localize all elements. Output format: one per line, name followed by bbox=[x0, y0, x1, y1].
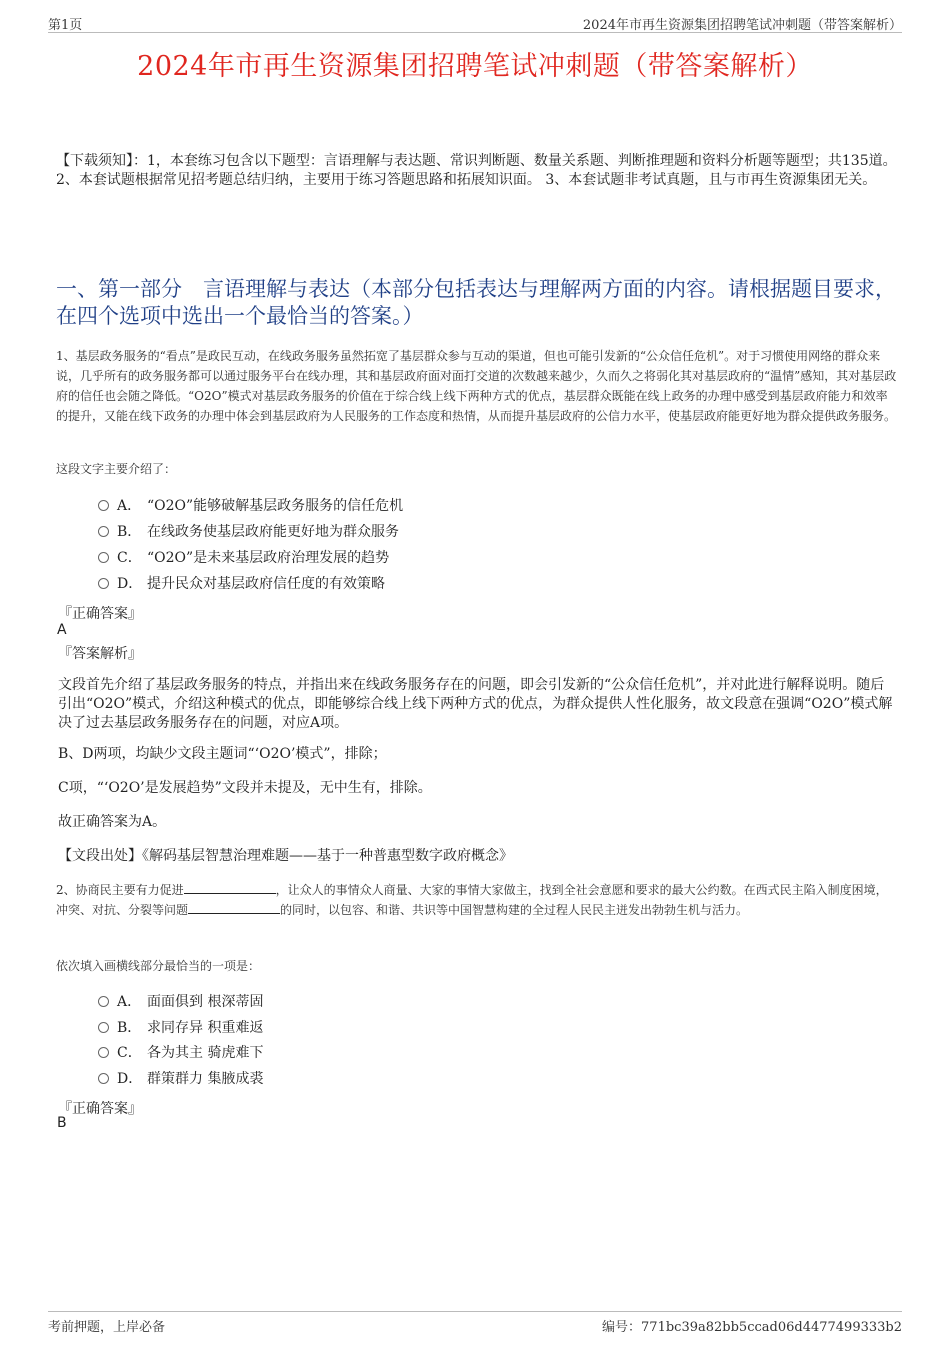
q2-option-c[interactable] bbox=[98, 1043, 263, 1063]
option-letter: D． bbox=[117, 576, 143, 592]
download-notice: 【下载须知】：1，本套练习包含以下题型：言语理解与表达题、常识判断题、数量关系题、判断推理题和资料分析题等题型；共135道。 2、本套试题根据常见招考题总结归纳，主要用于练习答题思路和拓展知识面。 3、本套试题非考试真题，且与市再生资源集团无关。 bbox=[56, 153, 897, 188]
q2-text-part-b: ，让众人的事情众人商量、大家的事情大家做主，找到全社会意愿和要求的最大公约数。在西式民主陷入制度困境，冲突、对抗、分裂等问题 bbox=[56, 883, 888, 917]
q1-answer: A bbox=[57, 622, 67, 638]
q1-answer-label: 『正确答案』 bbox=[58, 606, 142, 622]
option-text: 各为其主 骑虎难下 bbox=[147, 1045, 264, 1061]
q1-option-b[interactable] bbox=[98, 522, 399, 542]
section-heading: 一、第一部分 言语理解与表达（本部分包括表达与理解两方面的内容。请根据题目要求，在四个选项中选出一个最恰当的答案。） bbox=[56, 277, 896, 328]
page-number: 第1页 bbox=[48, 18, 83, 33]
question-1-text: 1、基层政务服务的“看点”是政民互动，在线政务服务虽然拓宽了基层群众参与互动的渠道，但也可能引发新的“公众信任危机”。对于习惯使用网络的群众来说，几乎所有的政务服务都可以通过服务平台在线办理，其和基层政府面对面打交道的次数越来越少，久而久之将弱化其对基层政府的“温情”感知，其对基层政府的信任也会随之降低。“O2O”模式对基层政务服务的价值在于综合线上线下两种方式的优点，基层群众既能在线上政务的办理中感受到基层政府能力和效率的提升，又能在线下政务的办理中体会到基层政府为人民服务的工作态度和热情，从而提升基层政府的公信力水平，使基层政府能更好地为群众提供政务服务。 bbox=[56, 349, 897, 423]
footer-slogan: 考前押题，上岸必备 bbox=[48, 1320, 166, 1335]
header-doc-title: 2024年市再生资源集团招聘笔试冲刺题（带答案解析） bbox=[582, 18, 902, 33]
option-text: 面面俱到 根深蒂固 bbox=[147, 994, 264, 1010]
option-letter: D． bbox=[117, 1071, 143, 1087]
option-letter: A． bbox=[117, 994, 142, 1010]
q2-answer-label: 『正确答案』 bbox=[58, 1101, 142, 1117]
answer-blank bbox=[184, 881, 276, 894]
q1-analysis-paragraph: 文段首先介绍了基层政务服务的特点，并指出来在线政务服务存在的问题，即会引发新的“公众信任危机”，并对此进行解释说明。随后引出“O2O”模式，介绍这种模式的优点，即能够综合线上线下两种方式的优点，为群众提供人性化服务，故文段意在强调“O2O”模式解决了过去基层政务服务存在的问题，对应A项。 bbox=[58, 677, 893, 731]
page-header bbox=[48, 14, 902, 33]
radio-icon[interactable] bbox=[98, 1073, 109, 1084]
answer-blank bbox=[188, 901, 280, 914]
radio-icon[interactable] bbox=[98, 1047, 109, 1058]
option-text: 提升民众对基层政府信任度的有效策略 bbox=[147, 576, 385, 592]
radio-icon[interactable] bbox=[98, 996, 109, 1007]
q2-text-part-a: 2、协商民主要有力促进 bbox=[56, 883, 184, 897]
q1-analysis-bd: B、D两项，均缺少文段主题词“‘O2O’模式”，排除； bbox=[58, 746, 387, 762]
q2-option-a[interactable] bbox=[98, 992, 263, 1012]
q2-answer: B bbox=[57, 1115, 67, 1131]
q1-analysis-label: 『答案解析』 bbox=[58, 646, 142, 662]
question-2-stem: 依次填入画横线部分最恰当的一项是： bbox=[56, 959, 261, 973]
question-1-stem: 这段文字主要介绍了： bbox=[56, 462, 177, 476]
option-text: 在线政务使基层政府能更好地为群众服务 bbox=[147, 524, 399, 540]
option-letter: A． bbox=[117, 498, 142, 514]
q1-analysis-c: C项，“‘O2O’是发展趋势”文段并未提及，无中生有，排除。 bbox=[58, 780, 432, 796]
q1-analysis-conclusion: 故正确答案为A。 bbox=[58, 814, 167, 830]
page-footer bbox=[48, 1311, 902, 1335]
option-text: “O2O”能够破解基层政务服务的信任危机 bbox=[147, 498, 404, 514]
option-text: 群策群力 集腋成裘 bbox=[147, 1071, 264, 1087]
radio-icon[interactable] bbox=[98, 500, 109, 511]
option-letter: B． bbox=[117, 1020, 142, 1036]
radio-icon[interactable] bbox=[98, 578, 109, 589]
option-letter: C． bbox=[117, 1045, 142, 1061]
question-2-text bbox=[56, 880, 898, 920]
option-text: 求同存异 积重难返 bbox=[147, 1020, 264, 1036]
radio-icon[interactable] bbox=[98, 526, 109, 537]
option-text: “O2O”是未来基层政府治理发展的趋势 bbox=[147, 550, 390, 566]
q1-option-a[interactable] bbox=[98, 496, 403, 516]
footer-code: 编号：771bc39a82bb5ccad06d4477499333b2 bbox=[602, 1320, 902, 1335]
radio-icon[interactable] bbox=[98, 1022, 109, 1033]
document-title: 2024年市再生资源集团招聘笔试冲刺题（带答案解析） bbox=[137, 51, 813, 82]
option-letter: B． bbox=[117, 524, 142, 540]
q1-option-c[interactable] bbox=[98, 548, 389, 568]
q2-text-part-c: 的同时，以包容、和谐、共识等中国智慧构建的全过程人民民主迸发出勃勃生机与活力。 bbox=[280, 903, 749, 917]
option-letter: C． bbox=[117, 550, 142, 566]
q2-option-b[interactable] bbox=[98, 1018, 263, 1038]
q1-source: 【文段出处】《解码基层智慧治理难题——基于一种普惠型数字政府概念》 bbox=[58, 848, 513, 864]
q1-option-d[interactable] bbox=[98, 574, 385, 594]
radio-icon[interactable] bbox=[98, 552, 109, 563]
q2-option-d[interactable] bbox=[98, 1069, 263, 1089]
